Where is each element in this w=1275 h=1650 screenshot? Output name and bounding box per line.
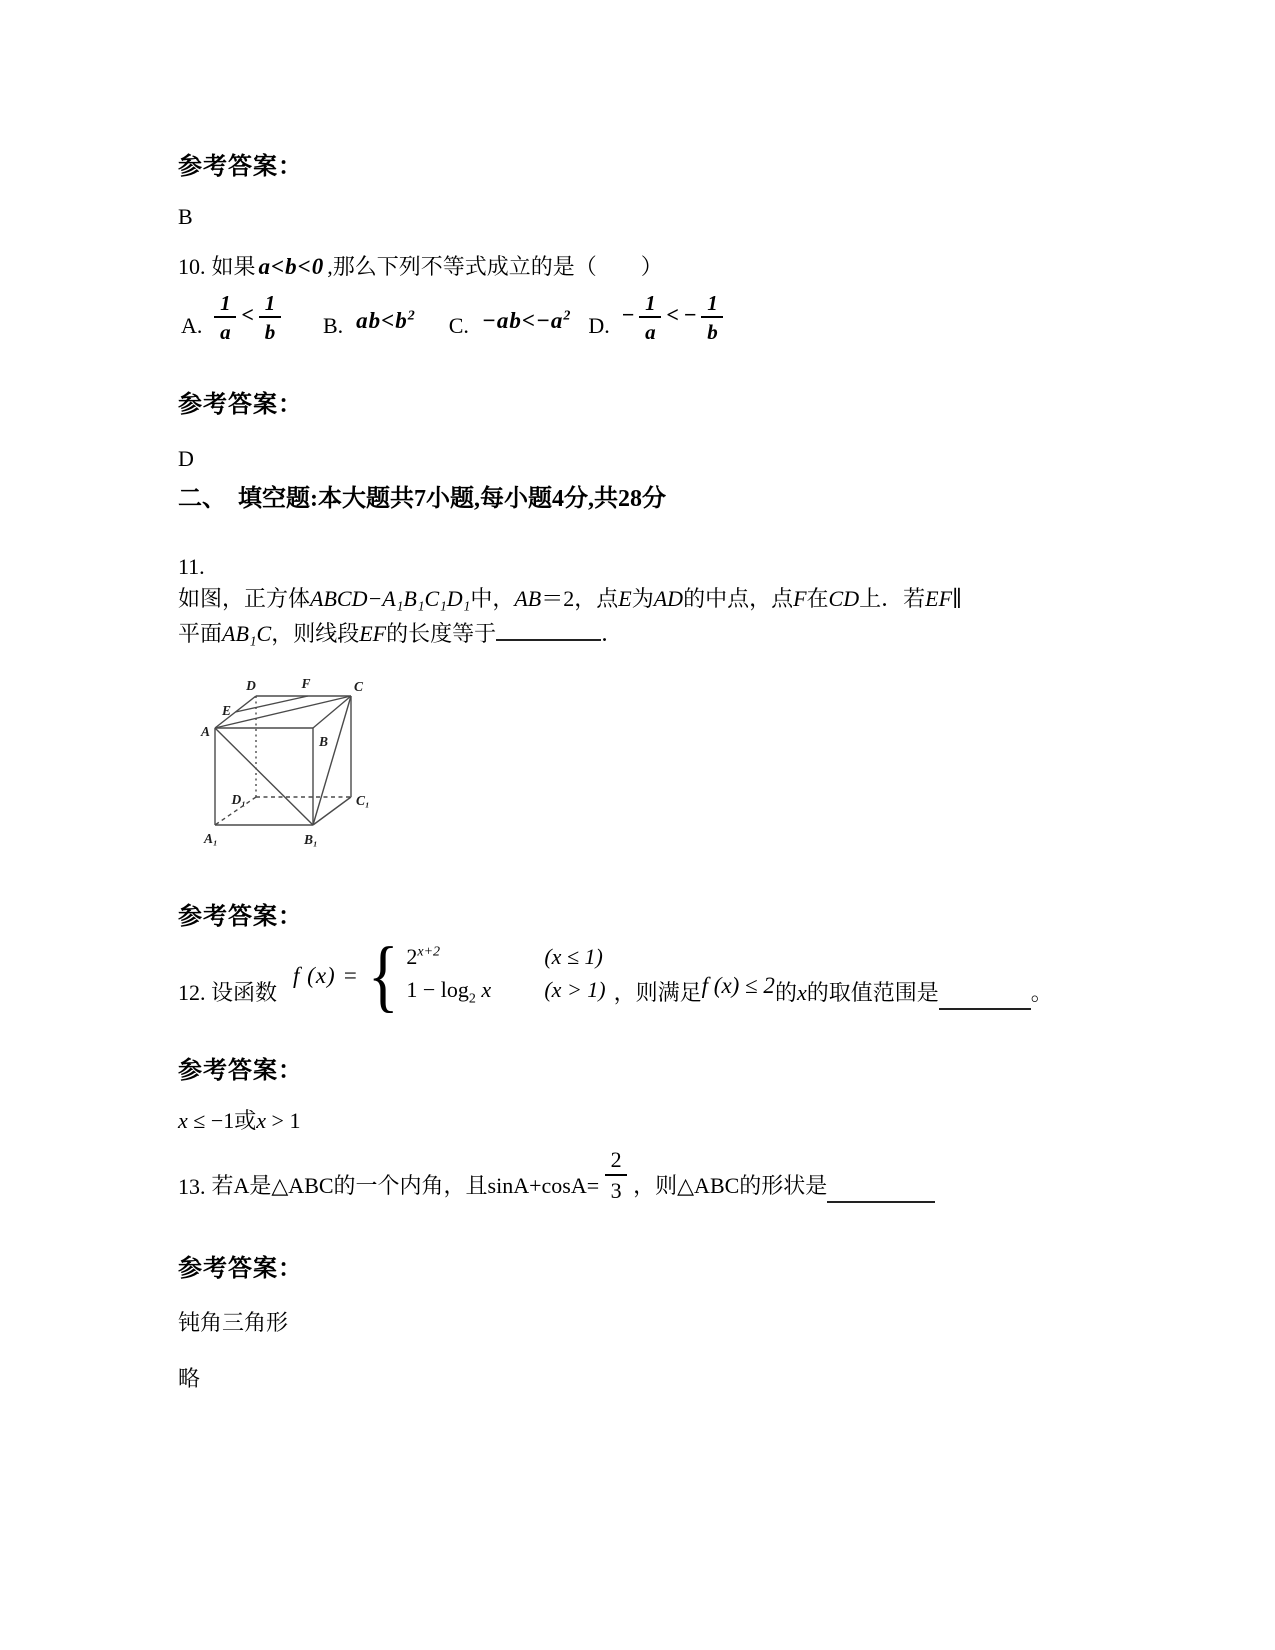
- piecewise-row-1: $2^{x+2}$ (x ≤ 1): [406, 944, 603, 970]
- q12-answer-text: x ≤ −1或x > 1: [178, 1108, 301, 1133]
- reference-answer-label-4: 参考答案：: [178, 1058, 303, 1084]
- q13-answer-note: 略: [178, 1366, 201, 1391]
- minus-sign: −: [683, 301, 697, 327]
- question-10-text-after: ,那么下列不等式成立的是（ ）: [327, 254, 663, 279]
- question-11-number: 11.: [178, 554, 205, 579]
- question-13-number: 13.: [178, 1174, 206, 1200]
- question-11-line1: 如图，正方体ABCD−A₁B₁C₁D₁中，AB＝2，点E为AD的中点，点F在CD上．若EF∥: [178, 586, 963, 611]
- minus-sign: −: [621, 301, 635, 327]
- question-13-text-after: ，则△ABC的形状是: [633, 1173, 828, 1199]
- less-than-sign: <: [241, 301, 254, 327]
- option-b-formula: $ab<b^2$: [356, 308, 416, 334]
- option-d-label: D.: [588, 313, 610, 339]
- piecewise-row-2: $1 - \log_2 x$ (x > 1): [406, 977, 606, 1007]
- question-12-stem: [178, 932, 1228, 1020]
- option-b-label: B.: [322, 313, 344, 339]
- cube-figure: [188, 660, 388, 856]
- fraction-1-over-b: $\frac{1}{b}$: [259, 292, 281, 343]
- fraction-1-over-a: $\frac{1}{a}$: [639, 292, 661, 343]
- vertex-label-B: B: [319, 734, 329, 749]
- q12-answer-blank: [939, 982, 1031, 1010]
- vertex-label-A: A: [200, 724, 210, 739]
- log-base: 2: [468, 991, 476, 1007]
- vertex-label-C: C: [354, 679, 364, 694]
- vertex-label-D: D: [246, 678, 256, 693]
- exponent: x+2: [417, 944, 441, 960]
- diagonal-AB1: [215, 728, 313, 825]
- question-10-number: 10.: [178, 254, 206, 279]
- question-10-inequality: a<b<0: [258, 254, 325, 279]
- vertex-label-F: F: [301, 676, 311, 691]
- reference-answer-label-3: 参考答案：: [178, 904, 303, 930]
- function-fx: f (x) =: [293, 963, 359, 988]
- q13-answer-blank: [827, 1175, 935, 1203]
- option-a-formula: [214, 292, 281, 343]
- row-1-condition: (x ≤ 1): [544, 944, 603, 970]
- vertex-label-C1: C₁: [356, 793, 370, 808]
- question-11-line2-tail: ．: [601, 621, 624, 647]
- q10-answer-text: D: [178, 446, 194, 471]
- question-10-text-before: 如果: [211, 254, 256, 279]
- reference-answer-label-5: 参考答案：: [178, 1256, 303, 1282]
- question-11-line2: [178, 616, 623, 650]
- vertex-label-D1: D₁: [231, 792, 246, 807]
- question-11-line2-text: 平面AB₁C，则线段EF的长度等于: [178, 621, 497, 647]
- q9-answer-text: B: [178, 204, 193, 229]
- question-13-stem: [178, 1148, 1228, 1203]
- piecewise-formula: [293, 932, 606, 1020]
- fraction-1-over-b: $\frac{1}{b}$: [701, 292, 723, 343]
- fraction-2-over-3: $\frac{2}{3}$: [605, 1148, 627, 1203]
- less-than-sign: <: [666, 301, 679, 327]
- question-10-stem: [178, 250, 663, 283]
- vertex-label-E: E: [221, 703, 231, 718]
- question-12-prefix: 12. 设函数: [178, 980, 278, 1005]
- question-12-tail: 。: [1030, 980, 1053, 1005]
- row-2-condition: (x > 1): [544, 977, 606, 1003]
- edge-B1C1: [313, 797, 351, 825]
- diagonal-CB1: [313, 696, 351, 825]
- question-12-after-text: ，则满足f (x) ≤ 2的x的取值范围是: [613, 973, 939, 1005]
- section-2-heading: 二、 填空题:本大题共7小题,每小题4分,共28分: [178, 486, 666, 512]
- option-c-formula: $-ab<-a^2$: [481, 308, 572, 334]
- option-d-formula: [622, 292, 724, 343]
- fraction-1-over-a: $\frac{1}{a}$: [214, 292, 236, 343]
- vertex-label-B1: B₁: [304, 832, 318, 847]
- vertex-label-A1: A₁: [204, 831, 218, 846]
- reference-answer-label-2: 参考答案：: [178, 392, 303, 418]
- piecewise-rows: [406, 944, 605, 1007]
- q11-answer-blank: [496, 616, 601, 641]
- option-c-label: C.: [448, 313, 469, 339]
- question-13-text-before: 若A是△ABC的一个内角，且sinA+cosA=: [211, 1173, 600, 1199]
- option-a-label: A.: [181, 313, 203, 339]
- question-10-options: [181, 292, 1181, 343]
- q13-answer-shape: 钝角三角形: [178, 1310, 289, 1335]
- reference-answer-label-1: 参考答案：: [178, 154, 303, 180]
- brace-glyph: {: [367, 932, 399, 1020]
